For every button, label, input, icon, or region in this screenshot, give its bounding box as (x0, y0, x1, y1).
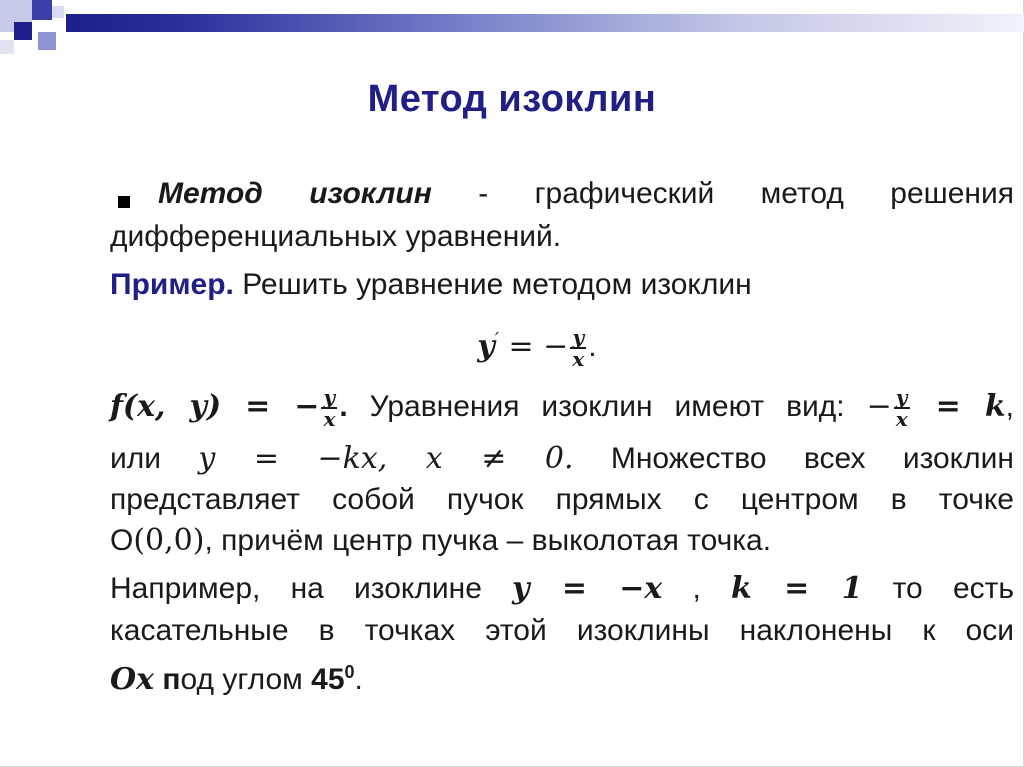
f-fraction (321, 385, 337, 432)
angle-end: . (354, 663, 363, 696)
main-equation (0, 318, 1024, 372)
isocline-text: Уравнения изоклин имеют вид: (347, 390, 867, 423)
ili-word: или (110, 442, 162, 475)
ox-axis: Ox (110, 662, 155, 697)
example-line (110, 263, 1014, 306)
iso-den: x (895, 407, 908, 432)
para2-line-1 (110, 567, 1014, 610)
expr1: y = −x (512, 571, 663, 606)
sep: , (692, 572, 701, 605)
w3: изоклине (354, 572, 482, 605)
angle-degree: 0 (344, 662, 355, 682)
f-den: x (323, 407, 336, 432)
iso-fraction (894, 385, 910, 432)
point-O: О (110, 524, 134, 557)
iso-minus: − (866, 389, 892, 424)
definition-term: Метод изоклин (158, 177, 432, 210)
para1-line-4 (110, 519, 1014, 562)
para1-line-3: представляет собой пучок прямых с центром в точке (110, 483, 1014, 516)
f-dot: . (339, 390, 348, 423)
ili-expr: y = −kx, x ≠ 0. (198, 441, 574, 476)
definition-line-2: дифференциальных уравнений. (110, 220, 562, 253)
deco-square-6 (52, 6, 64, 18)
eq-den: x (572, 347, 585, 372)
iso-comma: , (1005, 390, 1014, 423)
para1-line-2 (110, 437, 1014, 480)
iso-eqk: = k (911, 389, 1006, 424)
definition-rest: - графический метод решения (431, 177, 1014, 210)
deco-square-2 (32, 0, 52, 20)
f-num: y (321, 387, 337, 409)
example-label: Пример. (110, 268, 234, 301)
deco-square-3 (14, 22, 32, 40)
para2-line-3 (110, 651, 1014, 701)
p-letter: п (162, 663, 181, 696)
eq-sign: = − (498, 329, 569, 364)
header-bar (66, 14, 1024, 32)
angle-text: од углом (180, 663, 303, 696)
point-coords: (0,0) (133, 523, 205, 558)
para1-line-4-text: , причём центр пучка – выколотая точка. (204, 524, 772, 557)
deco-square-5 (0, 40, 14, 54)
w4: то (892, 572, 923, 605)
w2: на (290, 572, 324, 605)
iso-num: y (894, 387, 910, 409)
eq-prime: ′ (494, 329, 499, 350)
w5: есть (952, 572, 1015, 605)
deco-square-4 (38, 32, 56, 50)
para2-line-2: касательные в точках этой изоклины наклонены к оси (110, 614, 1014, 647)
expr2: k = 1 (731, 571, 863, 606)
eq-end: . (588, 330, 597, 363)
eq-fraction (570, 325, 586, 372)
page-title: Метод изоклин (367, 78, 657, 120)
angle-value: 45 (311, 663, 345, 696)
f-expr: f(x, y) = − (110, 389, 320, 424)
para1-line-1 (110, 385, 1014, 432)
eq-num: y (570, 327, 586, 349)
eq-lhs: y (477, 329, 495, 364)
definition-line-1 (110, 172, 1014, 215)
w1: Например, (110, 572, 261, 605)
set-text: Множество всех изоклин (610, 442, 1014, 475)
example-text: Решить уравнение методом изоклин (233, 268, 752, 301)
